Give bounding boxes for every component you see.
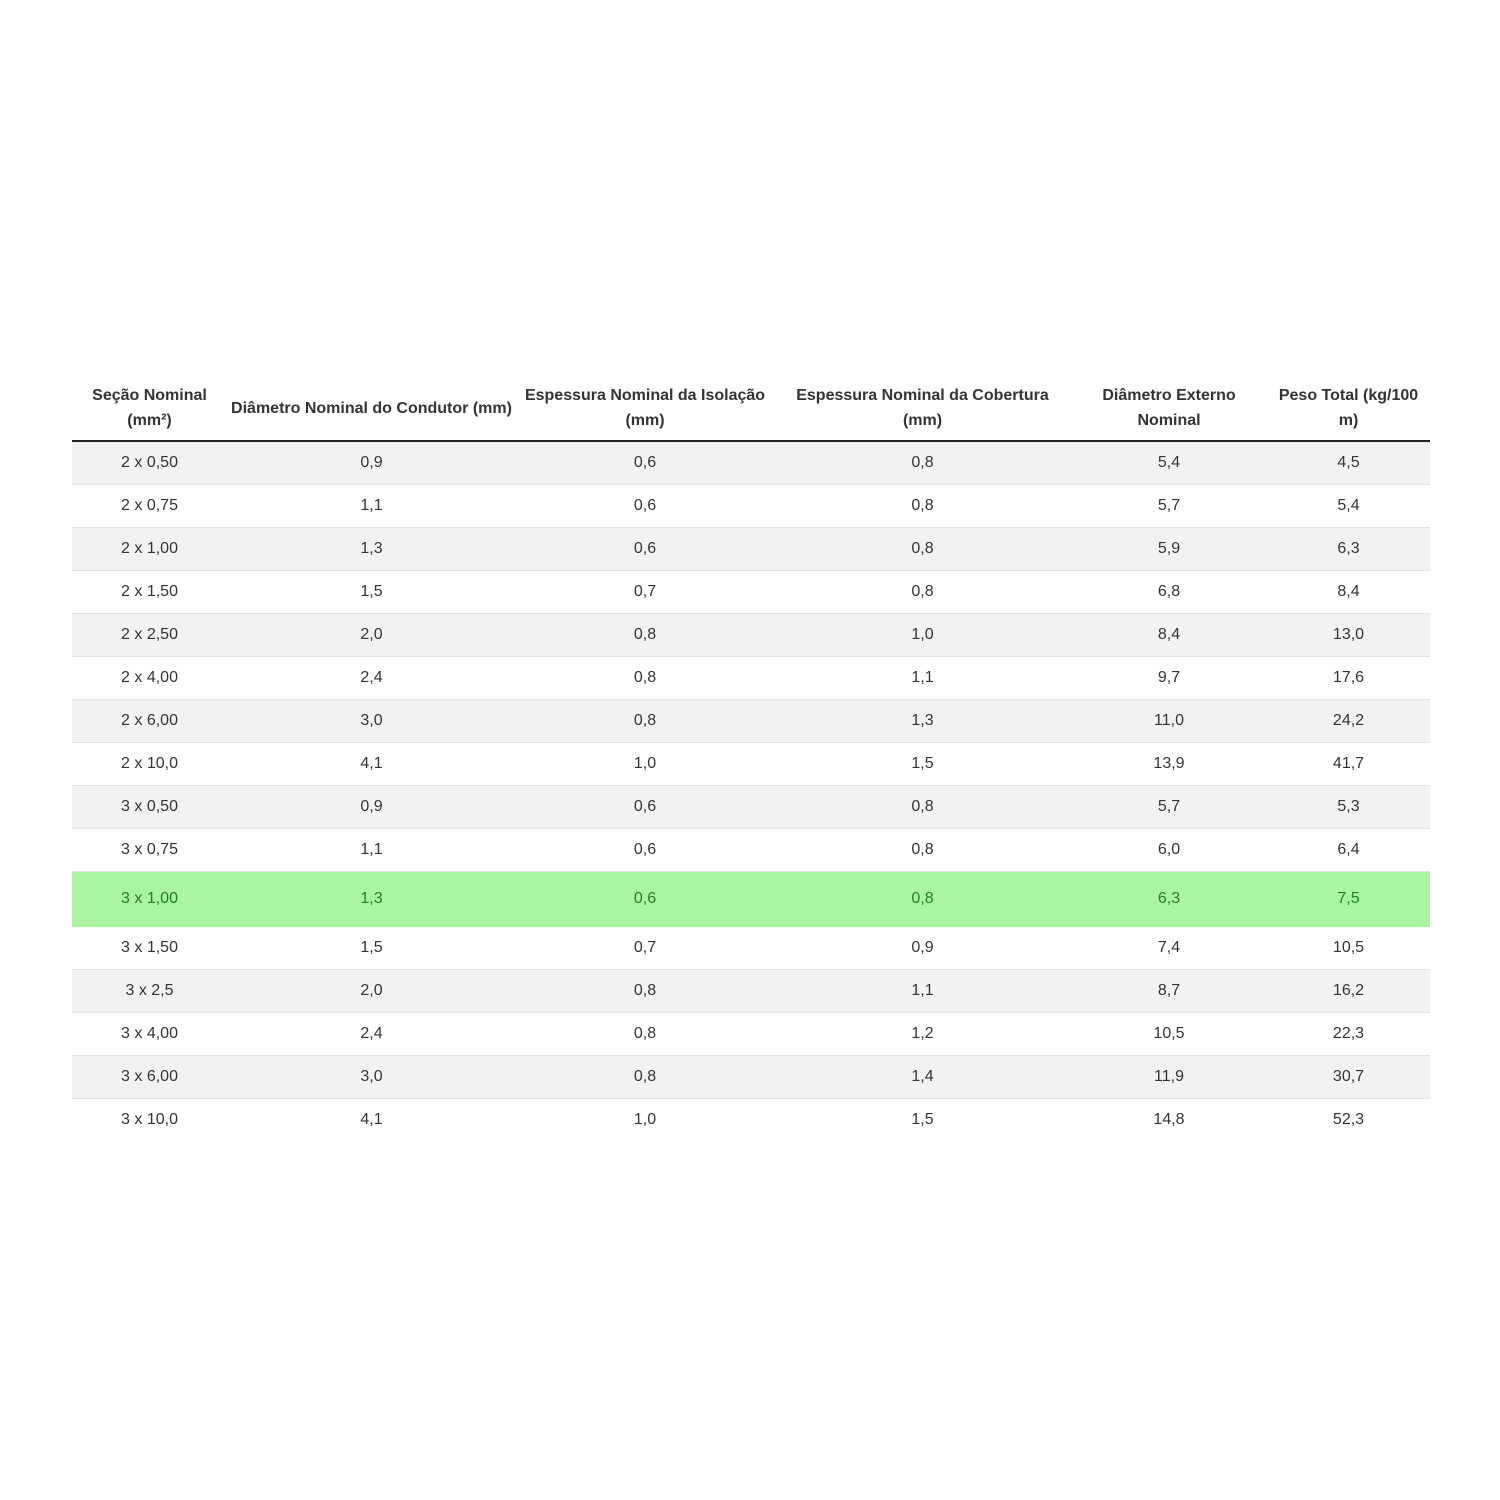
header-espessura-cobertura: Espessura Nominal da Cobertura (mm) <box>774 376 1071 441</box>
cell-espessura-cobertura: 1,2 <box>774 1013 1071 1056</box>
cell-diametro-condutor: 1,5 <box>227 571 516 614</box>
cell-diametro-condutor: 4,1 <box>227 1099 516 1142</box>
cell-diametro-externo: 5,7 <box>1071 786 1267 829</box>
cell-espessura-cobertura: 1,1 <box>774 657 1071 700</box>
cell-peso-total: 5,4 <box>1267 485 1430 528</box>
cell-espessura-cobertura: 0,8 <box>774 872 1071 927</box>
table-row <box>72 927 1430 970</box>
cell-diametro-condutor: 2,0 <box>227 614 516 657</box>
table-row <box>72 1056 1430 1099</box>
table-row <box>72 700 1430 743</box>
cell-espessura-isolacao: 0,8 <box>516 657 774 700</box>
cell-espessura-isolacao: 0,6 <box>516 441 774 485</box>
cell-espessura-isolacao: 0,6 <box>516 829 774 872</box>
header-secao-nominal: Seção Nominal (mm²) <box>72 376 227 441</box>
table-row <box>72 571 1430 614</box>
cell-diametro-condutor: 1,3 <box>227 528 516 571</box>
cell-diametro-externo: 5,4 <box>1071 441 1267 485</box>
table-row <box>72 485 1430 528</box>
cell-peso-total: 6,4 <box>1267 829 1430 872</box>
table-row <box>72 657 1430 700</box>
cell-peso-total: 4,5 <box>1267 441 1430 485</box>
table-row <box>72 528 1430 571</box>
cell-diametro-externo: 5,7 <box>1071 485 1267 528</box>
table-row <box>72 970 1430 1013</box>
cell-peso-total: 24,2 <box>1267 700 1430 743</box>
cell-espessura-cobertura: 0,8 <box>774 441 1071 485</box>
cell-diametro-externo: 10,5 <box>1071 1013 1267 1056</box>
cell-espessura-cobertura: 0,8 <box>774 571 1071 614</box>
cell-peso-total: 16,2 <box>1267 970 1430 1013</box>
cell-diametro-condutor: 1,1 <box>227 829 516 872</box>
cell-espessura-isolacao: 0,7 <box>516 927 774 970</box>
cell-espessura-isolacao: 0,6 <box>516 872 774 927</box>
table-row <box>72 872 1430 927</box>
cell-peso-total: 41,7 <box>1267 743 1430 786</box>
cell-espessura-isolacao: 0,8 <box>516 970 774 1013</box>
header-row <box>72 376 1430 441</box>
cell-diametro-externo: 5,9 <box>1071 528 1267 571</box>
cell-peso-total: 5,3 <box>1267 786 1430 829</box>
cell-diametro-externo: 6,8 <box>1071 571 1267 614</box>
cell-secao-nominal: 3 x 10,0 <box>72 1099 227 1142</box>
cable-spec-table <box>72 376 1430 1141</box>
table-row <box>72 743 1430 786</box>
cell-espessura-cobertura: 1,1 <box>774 970 1071 1013</box>
cell-espessura-isolacao: 0,6 <box>516 528 774 571</box>
header-diametro-externo: Diâmetro Externo Nominal <box>1071 376 1267 441</box>
cell-diametro-externo: 11,9 <box>1071 1056 1267 1099</box>
table-row <box>72 1013 1430 1056</box>
cell-espessura-isolacao: 1,0 <box>516 743 774 786</box>
cell-espessura-cobertura: 0,8 <box>774 485 1071 528</box>
cell-diametro-condutor: 2,0 <box>227 970 516 1013</box>
cell-peso-total: 30,7 <box>1267 1056 1430 1099</box>
cell-secao-nominal: 2 x 0,50 <box>72 441 227 485</box>
cell-diametro-externo: 6,0 <box>1071 829 1267 872</box>
cell-espessura-isolacao: 0,8 <box>516 1013 774 1056</box>
cell-secao-nominal: 3 x 6,00 <box>72 1056 227 1099</box>
cell-secao-nominal: 3 x 0,75 <box>72 829 227 872</box>
cell-secao-nominal: 2 x 1,50 <box>72 571 227 614</box>
cell-peso-total: 10,5 <box>1267 927 1430 970</box>
table-header <box>72 376 1430 441</box>
cell-secao-nominal: 2 x 2,50 <box>72 614 227 657</box>
cell-diametro-externo: 11,0 <box>1071 700 1267 743</box>
cell-espessura-cobertura: 1,4 <box>774 1056 1071 1099</box>
cell-secao-nominal: 3 x 1,50 <box>72 927 227 970</box>
cell-diametro-condutor: 0,9 <box>227 441 516 485</box>
cell-secao-nominal: 2 x 0,75 <box>72 485 227 528</box>
cable-spec-table-container <box>72 376 1430 1141</box>
cell-espessura-cobertura: 1,5 <box>774 1099 1071 1142</box>
cell-espessura-cobertura: 0,9 <box>774 927 1071 970</box>
table-row <box>72 786 1430 829</box>
cell-secao-nominal: 2 x 6,00 <box>72 700 227 743</box>
cell-espessura-isolacao: 0,8 <box>516 614 774 657</box>
table-row <box>72 441 1430 485</box>
cell-secao-nominal: 3 x 0,50 <box>72 786 227 829</box>
cell-secao-nominal: 2 x 4,00 <box>72 657 227 700</box>
header-peso-total: Peso Total (kg/100 m) <box>1267 376 1430 441</box>
cell-diametro-condutor: 2,4 <box>227 657 516 700</box>
cell-diametro-externo: 9,7 <box>1071 657 1267 700</box>
cell-peso-total: 8,4 <box>1267 571 1430 614</box>
cell-secao-nominal: 3 x 4,00 <box>72 1013 227 1056</box>
cell-secao-nominal: 3 x 1,00 <box>72 872 227 927</box>
cell-peso-total: 7,5 <box>1267 872 1430 927</box>
cell-diametro-condutor: 2,4 <box>227 1013 516 1056</box>
cell-espessura-isolacao: 1,0 <box>516 1099 774 1142</box>
cell-peso-total: 22,3 <box>1267 1013 1430 1056</box>
table-body <box>72 441 1430 1141</box>
table-row <box>72 614 1430 657</box>
cell-diametro-externo: 6,3 <box>1071 872 1267 927</box>
cell-espessura-cobertura: 0,8 <box>774 528 1071 571</box>
cell-diametro-externo: 14,8 <box>1071 1099 1267 1142</box>
table-row <box>72 829 1430 872</box>
cell-espessura-cobertura: 1,0 <box>774 614 1071 657</box>
cell-diametro-condutor: 3,0 <box>227 1056 516 1099</box>
cell-secao-nominal: 2 x 1,00 <box>72 528 227 571</box>
cell-peso-total: 17,6 <box>1267 657 1430 700</box>
cell-diametro-condutor: 3,0 <box>227 700 516 743</box>
cell-diametro-condutor: 0,9 <box>227 786 516 829</box>
header-espessura-isolacao: Espessura Nominal da Isolação (mm) <box>516 376 774 441</box>
cell-secao-nominal: 3 x 2,5 <box>72 970 227 1013</box>
cell-diametro-condutor: 1,3 <box>227 872 516 927</box>
cell-diametro-externo: 8,7 <box>1071 970 1267 1013</box>
cell-diametro-externo: 7,4 <box>1071 927 1267 970</box>
cell-espessura-isolacao: 0,7 <box>516 571 774 614</box>
cell-espessura-cobertura: 1,3 <box>774 700 1071 743</box>
cell-diametro-condutor: 1,1 <box>227 485 516 528</box>
cell-peso-total: 6,3 <box>1267 528 1430 571</box>
cell-peso-total: 13,0 <box>1267 614 1430 657</box>
cell-espessura-cobertura: 0,8 <box>774 786 1071 829</box>
cell-peso-total: 52,3 <box>1267 1099 1430 1142</box>
header-diametro-condutor: Diâmetro Nominal do Condutor (mm) <box>227 376 516 441</box>
cell-espessura-isolacao: 0,6 <box>516 786 774 829</box>
table-row <box>72 1099 1430 1142</box>
cell-espessura-isolacao: 0,6 <box>516 485 774 528</box>
cell-diametro-externo: 13,9 <box>1071 743 1267 786</box>
cell-espessura-cobertura: 0,8 <box>774 829 1071 872</box>
cell-espessura-cobertura: 1,5 <box>774 743 1071 786</box>
cell-diametro-externo: 8,4 <box>1071 614 1267 657</box>
cell-diametro-condutor: 4,1 <box>227 743 516 786</box>
cell-espessura-isolacao: 0,8 <box>516 700 774 743</box>
cell-espessura-isolacao: 0,8 <box>516 1056 774 1099</box>
cell-diametro-condutor: 1,5 <box>227 927 516 970</box>
cell-secao-nominal: 2 x 10,0 <box>72 743 227 786</box>
